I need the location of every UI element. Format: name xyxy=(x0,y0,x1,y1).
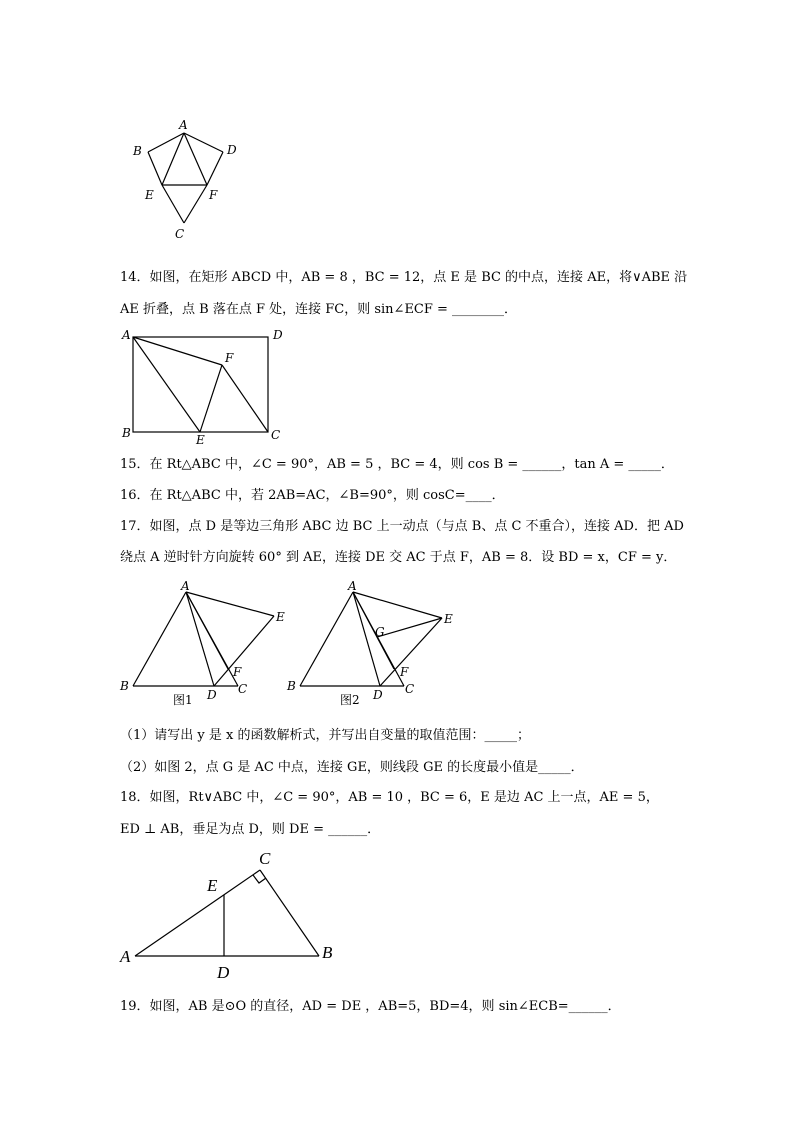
label-f: F xyxy=(233,665,242,679)
label-c: C xyxy=(271,428,281,442)
label-c: C xyxy=(405,682,415,696)
label-b: B xyxy=(120,679,129,693)
q16-text: 16．在 Rt△ABC 中，若 2AB=AC，∠B=90°，则 cosC=____． xyxy=(120,488,505,503)
figure-2-caption: 图2 xyxy=(340,693,360,707)
kite-figure xyxy=(125,115,245,240)
label-d: D xyxy=(373,688,383,702)
label-b: B xyxy=(322,943,333,962)
label-a: A xyxy=(120,947,131,966)
label-a: A xyxy=(348,579,357,593)
right-triangle-figure xyxy=(118,845,348,985)
rectangle-figure xyxy=(118,325,293,450)
label-b: B xyxy=(287,679,296,693)
label-d: D xyxy=(227,143,237,157)
label-b: B xyxy=(122,426,131,440)
label-b: B xyxy=(133,144,142,158)
label-d: D xyxy=(273,328,283,342)
q14-line1: 14．如图，在矩形 ABCD 中，AB = 8 ，BC = 12，点 E 是 BC 的中点，连接 AE，将∨ABE 沿 xyxy=(120,270,688,285)
label-e: E xyxy=(444,612,453,626)
label-c: C xyxy=(238,682,248,696)
label-a: A xyxy=(179,118,188,132)
label-d: D xyxy=(217,963,230,982)
label-e: E xyxy=(207,876,218,895)
label-c: C xyxy=(175,227,185,241)
q17-sub1: （1）请写出 y 是 x 的函数解析式，并写出自变量的取值范围：_____； xyxy=(120,728,530,743)
label-e: E xyxy=(276,610,285,624)
label-f: F xyxy=(400,665,409,679)
label-e: E xyxy=(196,433,205,447)
label-c: C xyxy=(259,849,271,868)
label-d: D xyxy=(207,688,217,702)
label-g: G xyxy=(375,625,385,639)
label-a: A xyxy=(122,328,131,342)
label-f: F xyxy=(209,188,218,202)
figure-2 xyxy=(283,580,463,710)
q18-line2: ED ⊥ AB，垂足为点 D，则 DE = ______． xyxy=(120,822,381,837)
label-f: F xyxy=(225,351,234,365)
figure-1 xyxy=(118,580,293,710)
q17-line1: 17．如图，点 D 是等边三角形 ABC 边 BC 上一动点（与点 B、点 C 不重合），连接 AD．把 AD xyxy=(120,519,684,534)
q17-sub2: （2）如图 2，点 G 是 AC 中点，连接 GE，则线段 GE 的长度最小值是_____． xyxy=(120,760,584,775)
label-a: A xyxy=(181,579,190,593)
q17-line2: 绕点 A 逆时针方向旋转 60° 到 AE，连接 DE 交 AC 于点 F，AB = 8．设 BD = x，CF = y． xyxy=(120,550,677,565)
q14-line2: AE 折叠，点 B 落在点 F 处，连接 FC，则 sin∠ECF = ________． xyxy=(120,302,518,317)
q18-line1: 18．如图，Rt∨ABC 中，∠C = 90°，AB = 10 ，BC = 6，E 是边 AC 上一点，AE = 5， xyxy=(120,790,659,805)
figure-1-caption: 图1 xyxy=(173,693,193,707)
q19-text: 19．如图，AB 是⊙O 的直径，AD = DE ，AB=5，BD=4，则 sin∠ECB=______． xyxy=(120,999,621,1014)
q15-text: 15．在 Rt△ABC 中，∠C = 90°，AB = 5 ，BC = 4，则 cos B = ______，tan A = _____． xyxy=(120,457,674,472)
label-e: E xyxy=(145,188,154,202)
